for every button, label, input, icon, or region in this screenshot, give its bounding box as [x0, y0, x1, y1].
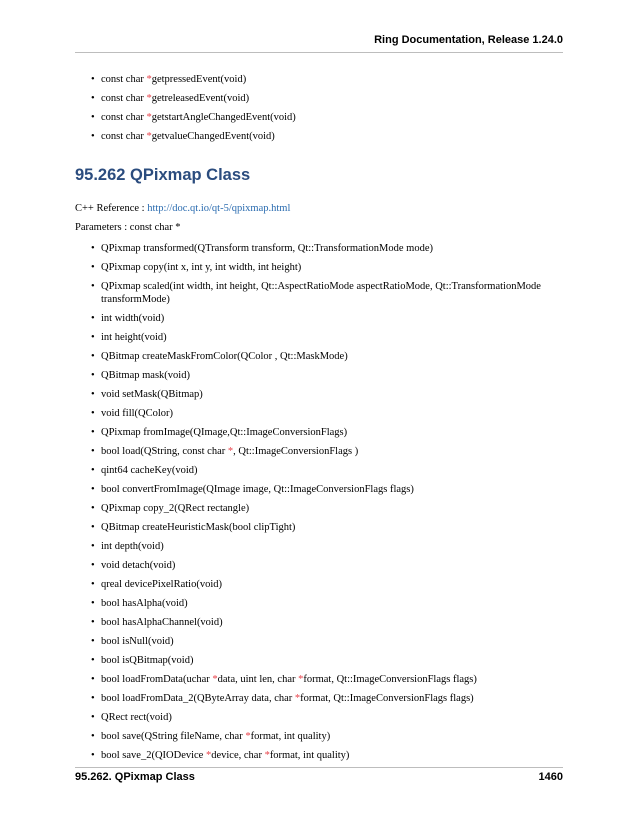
item-text: QPixmap copy(int x, int y, int width, int height): [101, 262, 302, 273]
item-text: int width(void): [101, 313, 165, 324]
list-item: [75, 578, 565, 591]
item-text: const char: [101, 74, 147, 85]
bullet-icon: •: [91, 446, 95, 457]
item-text: void fill(QColor): [101, 408, 174, 419]
list-item: [75, 597, 565, 610]
pointer-asterisk: *: [294, 693, 301, 704]
item-text: qint64 cacheKey(void): [101, 465, 198, 476]
list-item: [75, 483, 565, 496]
bullet-icon: •: [91, 74, 95, 85]
pointer-asterisk: *: [146, 74, 152, 85]
bullet-icon: •: [91, 541, 95, 552]
list-item: [75, 331, 565, 344]
item-text: format, Qt::ImageConversionFlags flags): [303, 674, 477, 685]
parameters-line: Parameters : const char *: [75, 222, 181, 233]
list-item: [75, 502, 565, 515]
item-text: QPixmap copy_2(QRect rectangle): [101, 503, 250, 514]
list-item: [75, 261, 565, 274]
footer-divider: [75, 767, 563, 768]
pointer-asterisk: *: [146, 131, 152, 142]
list-item: [75, 369, 565, 382]
page-number: 1460: [538, 771, 563, 783]
list-item: [75, 350, 565, 363]
item-text: bool convertFromImage(QImage image, Qt::ImageConversionFlags flags): [101, 484, 414, 495]
cpp-reference: [75, 203, 290, 214]
bullet-icon: •: [91, 598, 95, 609]
reference-label: C++ Reference :: [75, 203, 148, 214]
bullet-icon: •: [91, 465, 95, 476]
list-item: [75, 111, 565, 124]
item-text: bool load(QString, const char: [101, 446, 228, 457]
bullet-icon: •: [91, 617, 95, 628]
pointer-asterisk: *: [264, 750, 270, 761]
item-text: QPixmap fromImage(QImage,Qt::ImageConversionFlags): [101, 427, 348, 438]
item-text: getpressedEvent(void): [151, 74, 247, 85]
item-text: const char: [101, 131, 147, 142]
pointer-asterisk: *: [146, 93, 152, 104]
bullet-icon: •: [91, 313, 95, 324]
section-title: 95.262 QPixmap Class: [75, 166, 251, 184]
item-text: bool isQBitmap(void): [101, 655, 194, 666]
bullet-icon: •: [91, 370, 95, 381]
list-item: [75, 749, 565, 762]
bullet-icon: •: [91, 243, 95, 254]
item-text: QBitmap createHeuristicMask(bool clipTight): [101, 522, 296, 533]
item-text: QPixmap transformed(QTransform transform, Qt::TransformationMode mode): [101, 243, 433, 254]
bullet-icon: •: [91, 731, 95, 742]
list-item: [75, 692, 565, 705]
list-item: [75, 280, 565, 306]
list-item: [75, 242, 565, 255]
item-text: bool loadFromData(uchar: [101, 674, 213, 685]
item-text: bool hasAlpha(void): [101, 598, 188, 609]
list-item: [75, 711, 565, 724]
pointer-asterisk: *: [212, 674, 218, 685]
bullet-icon: •: [91, 522, 95, 533]
item-text: bool save(QString fileName, char: [101, 731, 246, 742]
bullet-icon: •: [91, 281, 95, 292]
bullet-icon: •: [91, 262, 95, 273]
footer-section: 95.262. QPixmap Class: [75, 771, 195, 783]
item-text: data, uint len, char: [217, 674, 299, 685]
item-text: getstartAngleChangedEvent(void): [151, 112, 296, 123]
item-text: const char: [101, 93, 147, 104]
pointer-asterisk: *: [245, 731, 251, 742]
item-text: format, int quality): [250, 731, 331, 742]
item-text: const char: [101, 112, 147, 123]
item-text: format, int quality): [269, 750, 350, 761]
bullet-icon: •: [91, 560, 95, 571]
bullet-icon: •: [91, 112, 95, 123]
top-method-list: [75, 73, 565, 149]
bullet-icon: •: [91, 712, 95, 723]
bullet-icon: •: [91, 351, 95, 362]
list-item: [75, 730, 565, 743]
bullet-icon: •: [91, 503, 95, 514]
list-item: [75, 388, 565, 401]
list-item: [75, 464, 565, 477]
pointer-asterisk: *: [146, 112, 152, 123]
list-item: [75, 426, 565, 439]
bullet-icon: •: [91, 636, 95, 647]
bullet-icon: •: [91, 408, 95, 419]
bullet-icon: •: [91, 484, 95, 495]
item-text: bool save_2(QIODevice: [101, 750, 206, 761]
bullet-icon: •: [91, 93, 95, 104]
list-item: [75, 130, 565, 143]
pointer-asterisk: *: [298, 674, 304, 685]
item-text: bool hasAlphaChannel(void): [101, 617, 223, 628]
bullet-icon: •: [91, 655, 95, 666]
item-text: QBitmap createMaskFromColor(QColor , Qt::MaskMode): [101, 351, 348, 362]
item-text: getreleasedEvent(void): [151, 93, 250, 104]
bullet-icon: •: [91, 750, 95, 761]
bullet-icon: •: [91, 674, 95, 685]
list-item: [75, 73, 565, 86]
item-text: void setMask(QBitmap): [101, 389, 203, 400]
running-header: Ring Documentation, Release 1.24.0: [374, 34, 563, 46]
item-text: qreal devicePixelRatio(void): [101, 579, 223, 590]
item-text: int depth(void): [101, 541, 164, 552]
item-text: bool isNull(void): [101, 636, 174, 647]
item-text: getvalueChangedEvent(void): [151, 131, 275, 142]
item-text: , Qt::ImageConversionFlags ): [233, 446, 359, 457]
pointer-asterisk: *: [227, 446, 234, 457]
item-text: QBitmap mask(void): [101, 370, 190, 381]
header-divider: [75, 52, 563, 53]
item-text: device, char: [211, 750, 265, 761]
item-text: QPixmap scaled(int width, int height, Qt::AspectRatioMode aspectRatioMode, Qt::TransformationMode transformMode): [101, 281, 541, 305]
list-item: [75, 521, 565, 534]
pointer-asterisk: *: [205, 750, 212, 761]
list-item: [75, 407, 565, 420]
item-text: format, Qt::ImageConversionFlags flags): [300, 693, 474, 704]
list-item: [75, 559, 565, 572]
item-text: int height(void): [101, 332, 167, 343]
list-item: [75, 673, 565, 686]
list-item: [75, 92, 565, 105]
item-text: void detach(void): [101, 560, 176, 571]
bullet-icon: •: [91, 427, 95, 438]
bullet-icon: •: [91, 389, 95, 400]
list-item: [75, 312, 565, 325]
list-item: [75, 654, 565, 667]
bullet-icon: •: [91, 131, 95, 142]
bullet-icon: •: [91, 332, 95, 343]
reference-link[interactable]: http://doc.qt.io/qt-5/qpixmap.html: [147, 203, 291, 214]
list-item: [75, 635, 565, 648]
item-text: bool loadFromData_2(QByteArray data, char: [101, 693, 295, 704]
list-item: [75, 540, 565, 553]
list-item: [75, 616, 565, 629]
bullet-icon: •: [91, 693, 95, 704]
bullet-icon: •: [91, 579, 95, 590]
method-list: [75, 242, 565, 768]
list-item: [75, 445, 565, 458]
item-text: QRect rect(void): [101, 712, 172, 723]
